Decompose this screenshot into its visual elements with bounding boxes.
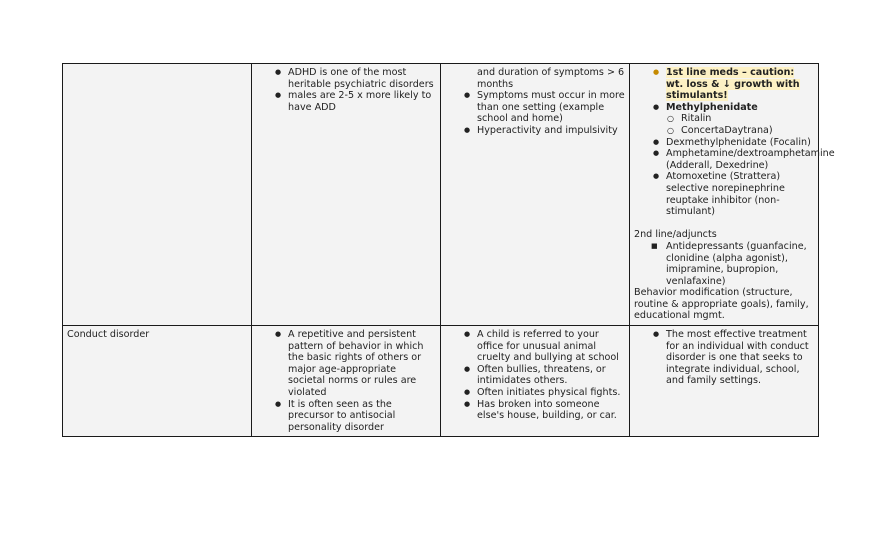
methylphenidate-item (634, 102, 814, 114)
list-item: ● Amphetamine/dextroamphetamine (Adderall, Dexedrine) (634, 148, 814, 171)
disorder-name-cell (63, 64, 252, 326)
list-item: ■ Antidepressants (guanfacine, clonidine (alpha agonist), imipramine, bupropion, venlafaxine) (634, 241, 814, 287)
treatment-cell (630, 64, 835, 326)
list-item: ● Has broken into someone else's house, building, or car. (445, 399, 625, 422)
behavior-modification-text: Behavior modification (structure, routine & appropriate goals), family, educational mgmt. (634, 287, 809, 322)
list-item: ● It is often seen as the precursor to antisocial personality disorder (256, 399, 436, 434)
presentation-list (445, 90, 625, 136)
treatment-list (634, 329, 814, 387)
continuation-text: and duration of symptoms > 6 months (477, 67, 625, 90)
methylphenidate-label: Methylphenidate (666, 101, 758, 113)
presentation-cell (441, 326, 630, 437)
definition-cell (252, 64, 441, 326)
list-item: ● Symptoms must occur in more than one setting (example school and home) (445, 90, 625, 125)
definition-cell (252, 326, 441, 437)
spacer (634, 218, 814, 230)
table-row-adhd (63, 64, 819, 326)
presentation-list (445, 329, 625, 422)
list-item: ● ADHD is one of the most heritable psychiatric disorders (256, 67, 436, 90)
table-row-conduct-disorder (63, 326, 819, 437)
definition-list (256, 67, 436, 113)
first-line-meds-highlight: 1st line meds – caution: wt. loss & ↓ growth with stimulants! (666, 67, 800, 102)
disorder-name-cell (63, 326, 252, 437)
first-line-meds-item (634, 67, 814, 102)
list-item: ● Often initiates physical fights. (445, 387, 625, 399)
definition-list (256, 329, 436, 433)
list-item: ● A child is referred to your office for unusual animal cruelty and bullying at school (445, 329, 625, 364)
notes-table (62, 63, 835, 437)
other-meds-list (634, 136, 835, 218)
list-item: ● Atomoxetine (Strattera) selective norepinephrine reuptake inhibitor (non-stimulant) (634, 171, 814, 217)
treatment-cell (630, 326, 819, 437)
list-item: ● The most effective treatment for an individual with conduct disorder is one that seeks to integrate individual, school, and family settings. (634, 329, 814, 387)
treatment-list (634, 67, 814, 113)
list-item: ● Often bullies, threatens, or intimidates others. (445, 364, 625, 387)
list-item: ● Dexmethylphenidate (Focalin) (634, 137, 814, 149)
list-item: ○ ConcertaDaytrana) (634, 125, 814, 137)
list-item: ○ Ritalin (634, 113, 814, 125)
list-item: ● Hyperactivity and impulsivity (445, 125, 625, 137)
disorder-name: Conduct disorder (67, 329, 150, 341)
list-item: ● A repetitive and persistent pattern of behavior in which the basic rights of others or major age-appropriate societal norms or rules are violated (256, 329, 436, 399)
brand-list (634, 113, 814, 136)
second-line-heading: 2nd line/adjuncts (634, 229, 717, 241)
list-item: ● males are 2-5 x more likely to have ADD (256, 90, 436, 113)
second-line-list (634, 241, 814, 287)
presentation-cell (441, 64, 630, 326)
